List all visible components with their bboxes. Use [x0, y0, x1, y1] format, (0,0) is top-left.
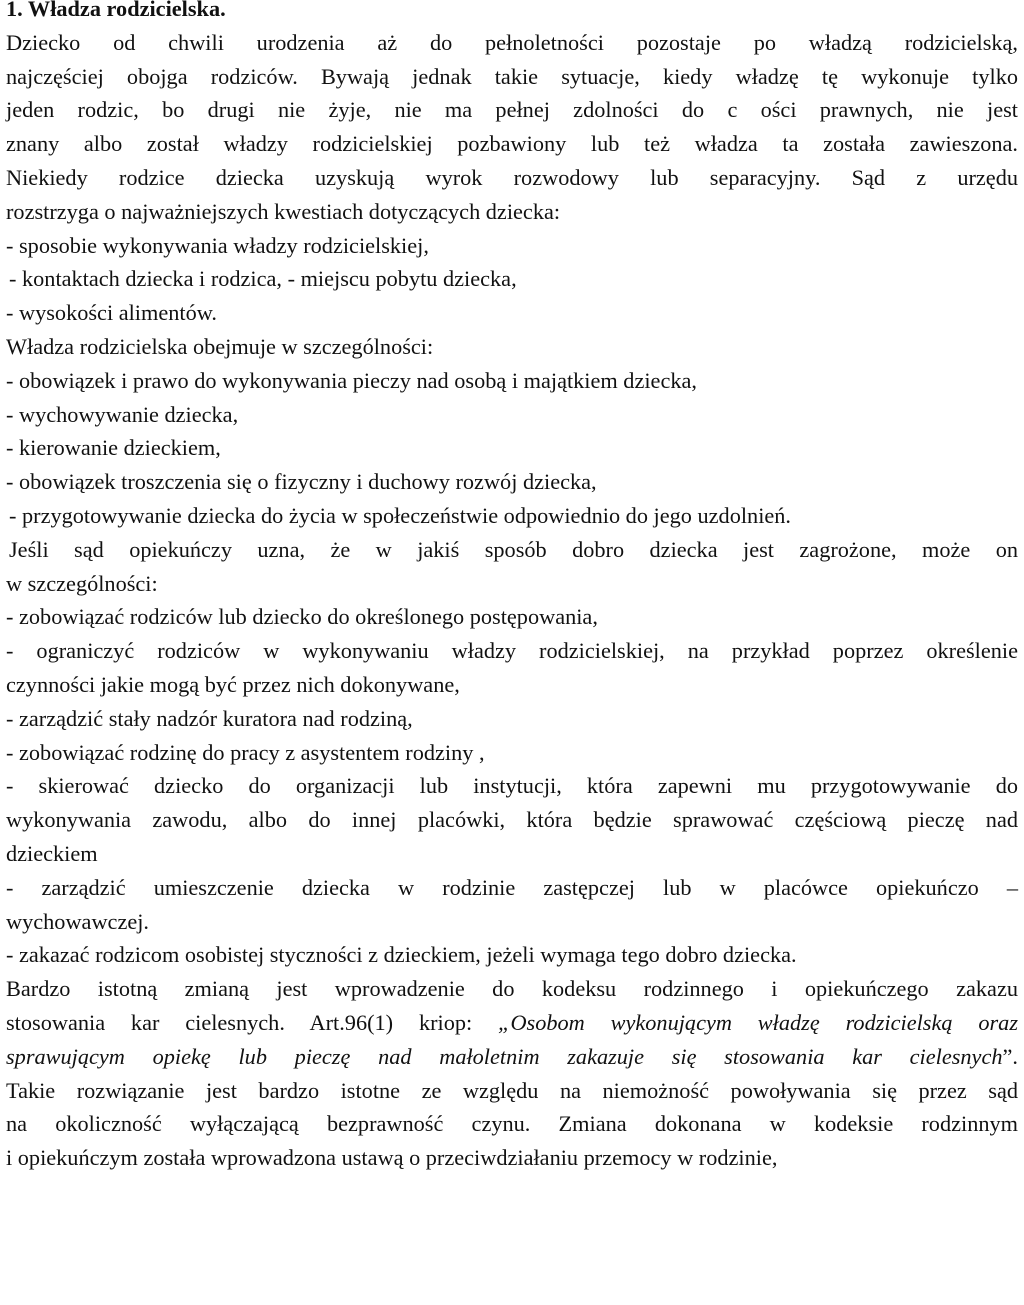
list-item: - kontaktach dziecka i rodzica, - miejscu pobytu dziecka, — [9, 266, 517, 292]
list-item: - skierować dziecko do organizacji lub instytucji, która zapewni mu przygotowywanie do — [6, 773, 1018, 799]
list-item: - ograniczyć rodziców w wykonywaniu władzy rodzicielskiej, na przykład poprzez określenie — [6, 638, 1018, 664]
paragraph-guardianship-court — [6, 533, 1018, 601]
list-item: - kierowanie dzieckiem, — [6, 435, 221, 461]
list-item-continuation: wychowawczej. — [6, 908, 150, 934]
legal-quote: sprawującym opiekę lub pieczę nad małoletnim zakazuje się stosowania kar cielesnych — [6, 1043, 1003, 1069]
text-line: jeden rodzic, bo drugi nie żyje, nie ma pełnej zdolności do c ości prawnych, nie jest — [6, 97, 1018, 123]
list-authority-scope — [6, 364, 1018, 533]
list-item-continuation: dzieckiem — [6, 840, 98, 866]
list-item: - zakazać rodzicom osobistej styczności z dzieckiem, jeżeli wymaga tego dobro dziecka. — [6, 942, 797, 968]
legal-quote: „Osobom wykonującym władzę rodzicielską oraz — [498, 1009, 1018, 1035]
list-court-decisions — [6, 229, 1018, 330]
text-run: stosowania kar cielesnych. Art.96(1) kriop: — [6, 1009, 499, 1035]
text-line: Niekiedy rodzice dziecka uzyskują wyrok rozwodowy lub separacyjny. Sąd z urzędu — [6, 164, 1018, 190]
text-run: ”. — [1002, 1043, 1018, 1069]
list-item: - sposobie wykonywania władzy rodzicielskiej, — [6, 232, 429, 258]
section-heading: 1. Władza rodzicielska. — [6, 0, 226, 21]
list-item: - wysokości alimentów. — [6, 300, 217, 326]
text-line: w szczególności: — [6, 570, 158, 596]
list-item: - zarządzić umieszczenie dziecka w rodzinie zastępczej lub w placówce opiekuńczo – — [6, 874, 1018, 900]
text-line: Jeśli sąd opiekuńczy uzna, że w jakiś sposób dobro dziecka jest zagrożone, może on — [9, 536, 1018, 562]
paragraph-corporal-punishment — [6, 972, 1018, 1175]
list-item-continuation: czynności jakie mogą być przez nich dokonywane, — [6, 671, 460, 697]
text-line: Bardzo istotną zmianą jest wprowadzenie do kodeksu rodzinnego i opiekuńczego zakazu — [6, 976, 1018, 1002]
list-item: - przygotowywanie dziecka do życia w społeczeństwie odpowiednio do jego uzdolnień. — [9, 502, 792, 528]
text-line: na okoliczność wyłączającą bezprawność czynu. Zmiana dokonana w kodeksie rodzinnym — [6, 1111, 1018, 1137]
paragraph-parental-authority — [6, 26, 1018, 229]
text-line: najczęściej obojga rodziców. Bywają jednak takie sytuacje, kiedy władzę tę wykonuje tylko — [6, 63, 1018, 89]
list-item: - zarządzić stały nadzór kuratora nad rodziną, — [6, 705, 413, 731]
list-item-continuation: wykonywania zawodu, albo do innej placówki, która będzie sprawować częściową pieczę nad — [6, 807, 1018, 833]
text-line: znany albo został władzy rodzicielskiej pozbawiony lub też władza ta została zawieszona. — [6, 131, 1018, 157]
list-item: - zobowiązać rodziców lub dziecko do określonego postępowania, — [6, 604, 598, 630]
list-item: - wychowywanie dziecka, — [6, 401, 239, 427]
text-line: rozstrzyga o najważniejszych kwestiach dotyczących dziecka: — [6, 198, 561, 224]
list-intro: Władza rodzicielska obejmuje w szczególności: — [6, 333, 434, 359]
text-line — [6, 1006, 1018, 1040]
list-item: - obowiązek i prawo do wykonywania pieczy nad osobą i majątkiem dziecka, — [6, 367, 697, 393]
text-line: Dziecko od chwili urodzenia aż do pełnoletności pozostaje po władzą rodzicielską, — [6, 29, 1018, 55]
text-line: Takie rozwiązanie jest bardzo istotne ze względu na niemożność powoływania się przez sąd — [6, 1077, 1018, 1103]
list-item: - obowiązek troszczenia się o fizyczny i duchowy rozwój dziecka, — [6, 469, 597, 495]
text-line — [6, 1040, 1018, 1074]
text-line: i opiekuńczym została wprowadzona ustawą o przeciwdziałaniu przemocy w rodzinie, — [6, 1145, 778, 1171]
list-court-measures — [6, 600, 1018, 972]
list-item: - zobowiązać rodzinę do pracy z asystentem rodziny , — [6, 739, 485, 765]
